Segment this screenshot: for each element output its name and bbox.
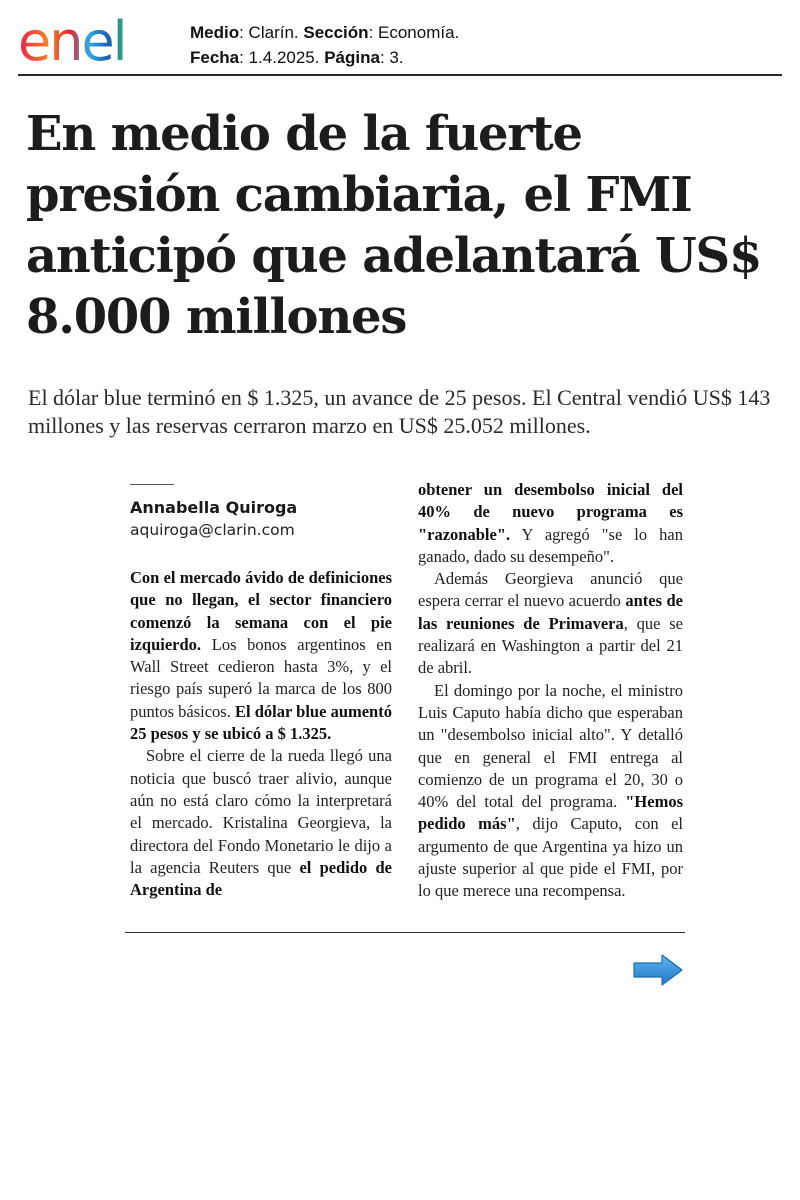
bold-text: Con el mercado ávido de definiciones que no llegan, el sector financiero comenzó la semana con el pie izquierdo. [130,568,392,654]
section-value: : Economía. [368,23,460,42]
article-bottom-rule [125,932,685,933]
page-value: : 3. [379,48,404,67]
page-header [18,8,782,76]
text: Sobre el cierre de la rueda llegó una noticia que buscó traer alivio, aunque aún no está claro cómo la interpretará el mercado. Kristalina Georgieva, la directora del Fondo Monetario le dijo a la agencia Reuters que [130,746,392,877]
meta-line-1 [190,20,459,45]
author-email: aquiroga@clarin.com [130,521,295,539]
date-label: Fecha [190,48,240,67]
bold-text: antes de las reuniones de Primavera [418,591,683,633]
text: , dijo Caputo, con el argumento de que Argentina ya hizo un ajuste superior al que pide el FMI, por lo que merece una recompensa. [418,814,683,901]
text: El domingo por la noche, el ministro Luis Caputo había dicho que esperaban un "desembolso inicial alto". Y detalló que en general el FMI entrega al comienzo de un programa el 20, 30 o 40% del total del programa. [418,680,683,812]
media-value: : Clarín. [239,23,304,42]
arrow-right-icon[interactable] [632,952,684,988]
bold-text: obtener un desembolso inicial del 40% de nuevo programa es "razonable". [418,480,683,544]
page-label: Página [324,48,380,67]
enel-logo [18,10,170,70]
bold-text: El dólar blue aumentó 25 pesos y se ubicó a $ 1.325. [130,701,392,744]
paragraph [418,680,683,903]
paragraph [130,745,392,901]
paragraph [418,568,683,679]
text: Además Georgieva anunció que espera cerrar el nuevo acuerdo [418,569,683,611]
article-column-left [130,567,392,901]
author-name: Annabella Quiroga [130,498,298,517]
article-deck: El dólar blue terminó en $ 1.325, un avance de 25 pesos. El Central vendió US$ 143 millones y las reservas cerraron marzo en US$ 25.052 millones. [28,385,771,438]
bold-text: el pedido de Argentina de [130,857,392,900]
bold-text: "Hemos pedido más" [418,792,683,834]
date-value: : 1.4.2025. [239,48,325,67]
article-column-right [418,479,683,903]
media-label: Medio [190,23,240,42]
paragraph [130,567,392,745]
byline-divider [130,484,174,485]
document-meta [190,20,459,70]
text: Y agregó "se lo han ganado, dado su desempeño". [418,524,683,566]
svg-text:enel: enel [18,10,126,70]
paragraph [418,479,683,568]
text: , que se realizará en Washington a partir del 21 de abril. [418,613,683,678]
section-label: Sección [303,23,369,42]
text: Los bonos argentinos en Wall Street cedieron hasta 3%, y el riesgo país superó la marca de los 800 puntos básicos. [130,634,392,721]
article-headline: En medio de la fuerte presión cambiaria, el FMI anticipó que adelantará US$ 8.000 millones [26,106,762,345]
meta-line-2 [190,45,459,70]
